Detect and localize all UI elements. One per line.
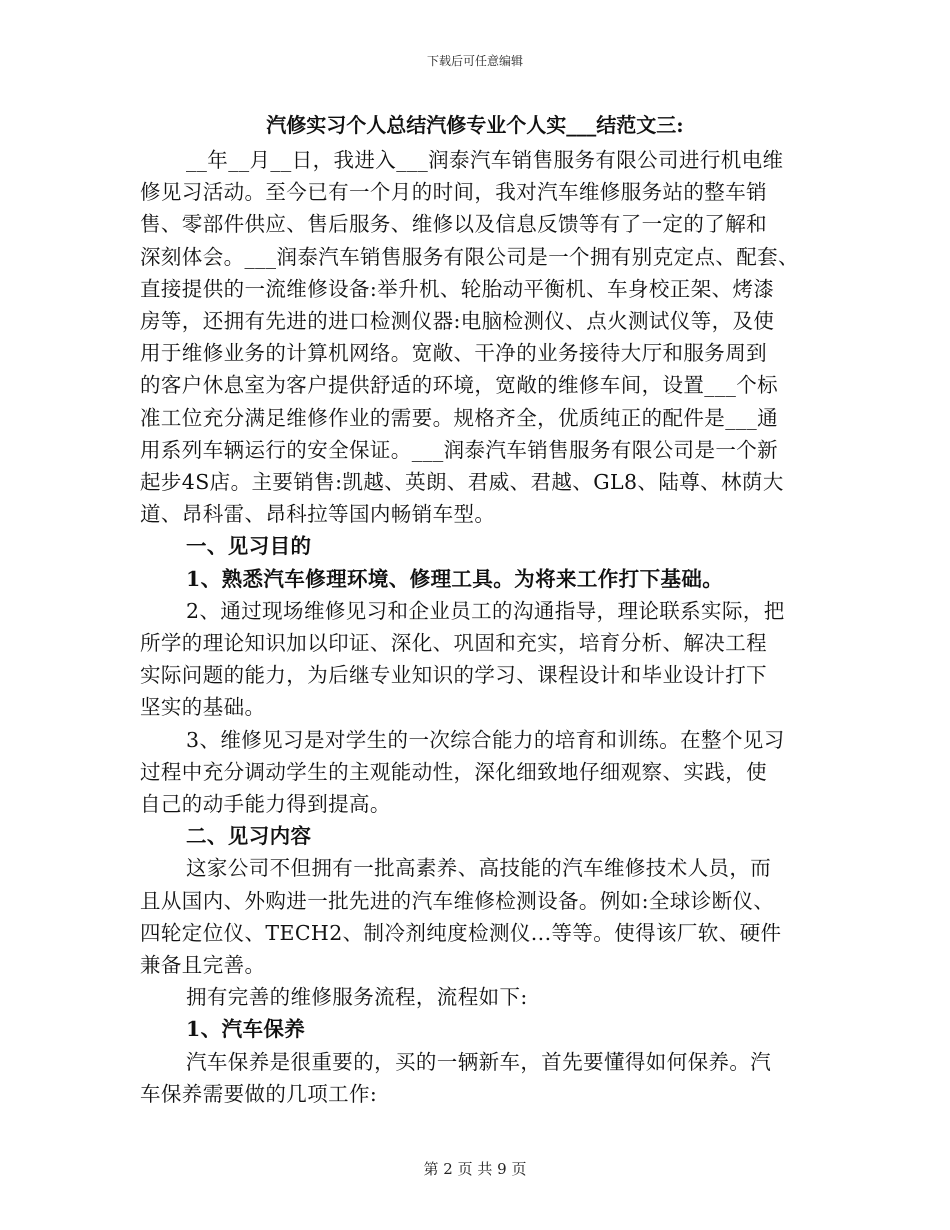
- text-line: 房等，还拥有先进的进口检测仪器:电脑检测仪、点火测试仪等，及使: [140, 309, 775, 334]
- text-line: 且从国内、外购进一批先进的汽车维修检测设备。例如:全球诊断仪、: [140, 888, 775, 913]
- text-line: 汽车保养是很重要的，买的一辆新车，首先要懂得如何保养。汽: [186, 1049, 772, 1074]
- text-line: 拥有完善的维修服务流程，流程如下:: [186, 985, 528, 1010]
- text-line: 实际问题的能力，为后继专业知识的学习、课程设计和毕业设计打下: [140, 663, 767, 688]
- text-line: 2、通过现场维修见习和企业员工的沟通指导，理论联系实际，把: [186, 598, 785, 623]
- section-heading-line: 一、见习目的: [186, 534, 312, 559]
- text-line: 直接提供的一流维修设备:举升机、轮胎动平衡机、车身校正架、烤漆: [140, 276, 775, 301]
- section-heading-line: 1、熟悉汽车修理环境、修理工具。为将来工作打下基础。: [186, 566, 724, 591]
- text-line: 坚实的基础。: [140, 695, 266, 720]
- text-line: 这家公司不但拥有一批高素养、高技能的汽车维修技术人员，而: [186, 856, 772, 881]
- text-line: 的客户休息室为客户提供舒适的环境，宽敞的维修车间，设置___个标: [140, 373, 779, 398]
- document-body: [140, 108, 810, 1110]
- text-line: 起步4S店。主要销售:凯越、英朗、君威、君越、GL8、陆尊、林荫大: [140, 470, 784, 495]
- text-line: 自己的动手能力得到提高。: [140, 792, 391, 817]
- text-line: 四轮定位仪、TECH2、制冷剂纯度检测仪...等等。使得该厂软、硬件: [140, 920, 782, 945]
- text-line: 用系列车辆运行的安全保证。___润泰汽车销售服务有限公司是一个新: [140, 437, 779, 462]
- text-line: __年__月__日，我进入___润泰汽车销售服务有限公司进行机电维: [186, 148, 784, 172]
- section-heading-line: 1、汽车保养: [186, 1017, 306, 1042]
- text-line: 修见习活动。至今已有一个月的时间，我对汽车维修服务站的整车销: [140, 180, 767, 205]
- paragraph-lines: [140, 144, 810, 1110]
- text-line: 兼备且完善。: [140, 953, 266, 978]
- text-line: 深刻体会。___润泰汽车销售服务有限公司是一个拥有别克定点、配套、: [140, 244, 799, 269]
- text-line: 售、零部件供应、售后服务、维修以及信息反馈等有了一定的了解和: [140, 212, 767, 237]
- text-line: 用于维修业务的计算机网络。宽敞、干净的业务接待大厅和服务周到: [140, 341, 767, 366]
- document-title: 汽修实习个人总结汽修专业个人实___结范文三:: [266, 113, 684, 137]
- text-line: 准工位充分满足维修作业的需要。规格齐全，优质纯正的配件是___通: [140, 405, 779, 430]
- page-footer: 第 2 页 共 9 页: [423, 1160, 527, 1178]
- text-line: 所学的理论知识加以印证、深化、巩固和充实，培育分析、解决工程: [140, 631, 767, 656]
- text-line: 过程中充分调动学生的主观能动性，深化细致地仔细观察、实践，使: [140, 759, 767, 784]
- text-line: 3、维修见习是对学生的一次综合能力的培育和训练。在整个见习: [186, 727, 785, 752]
- section-heading-line: 二、见习内容: [186, 824, 312, 849]
- page-header: 下载后可任意编辑: [426, 54, 523, 68]
- text-line: 道、昂科雷、昂科拉等国内畅销车型。: [140, 502, 496, 527]
- text-line: 车保养需要做的几项工作:: [140, 1081, 378, 1106]
